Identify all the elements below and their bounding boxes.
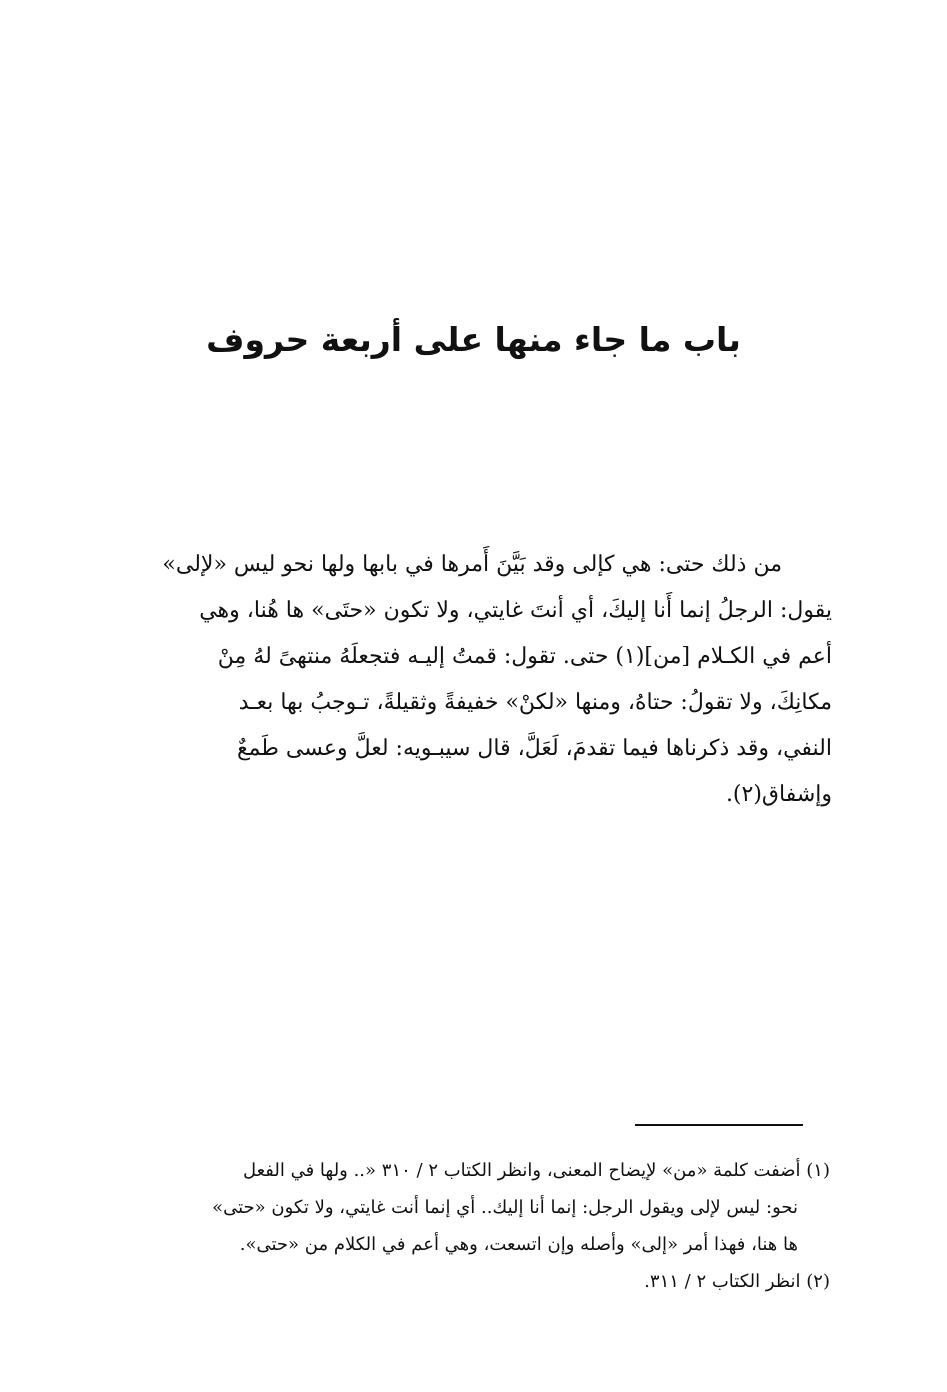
paragraph-line: مكانِكَ، ولا تقولُ: حتاهُ، ومنها «لكنْ» خفيفةً وثقيلةً، تـوجبُ بها بعـد [238,690,832,715]
main-paragraph [118,542,832,818]
paragraph-line: يقول: الرجلُ إنما أَنا إليكَ، أي أنتَ غايتي، ولا تكون «حتَى» ها هُنا، وهي [199,598,832,623]
paragraph-line: النفي، وقد ذكرناها فيما تقدمَ، لَعَلَّ، قال سيبـويه: لعلَّ وعسى طَمعٌ [236,736,832,761]
paragraph-line: من ذلك حتى: هي كإلى وقد بَيَّنَ أَمرها في بابها ولها نحو ليس «لإلى» [162,552,782,577]
footnote-1-line: (١) أضفت كلمة «من» لإيضاح المعنى، وانظر الكتاب ٢ / ٣١٠ «.. ولها في الفعل [242,1160,830,1181]
footnote-1-line: نحو: ليس لإلى ويقول الرجل: إنما أنا إليك.. أي إنما أنت غايتي، ولا تكون «حتى» [212,1197,798,1218]
paragraph-line: وإشفاق(٢). [725,782,832,807]
footnote-separator [635,1124,803,1126]
footnote-2-line: (٢) انظر الكتاب ٢ / ٣١١. [644,1271,830,1292]
footnotes [120,1152,830,1300]
paragraph-line: أعم في الكـلام [من](١) حتى. تقول: قمتُ إليـه فتجعلَهُ منتهىً لهُ مِنْ [217,644,832,669]
footnote-1-line: ها هنا، فهذا أمر «إلى» وأصله وإن اتسعت، وهي أعم في الكلام من «حتى». [239,1234,798,1255]
chapter-title: باب ما جاء منها على أربعة حروف [206,320,741,359]
